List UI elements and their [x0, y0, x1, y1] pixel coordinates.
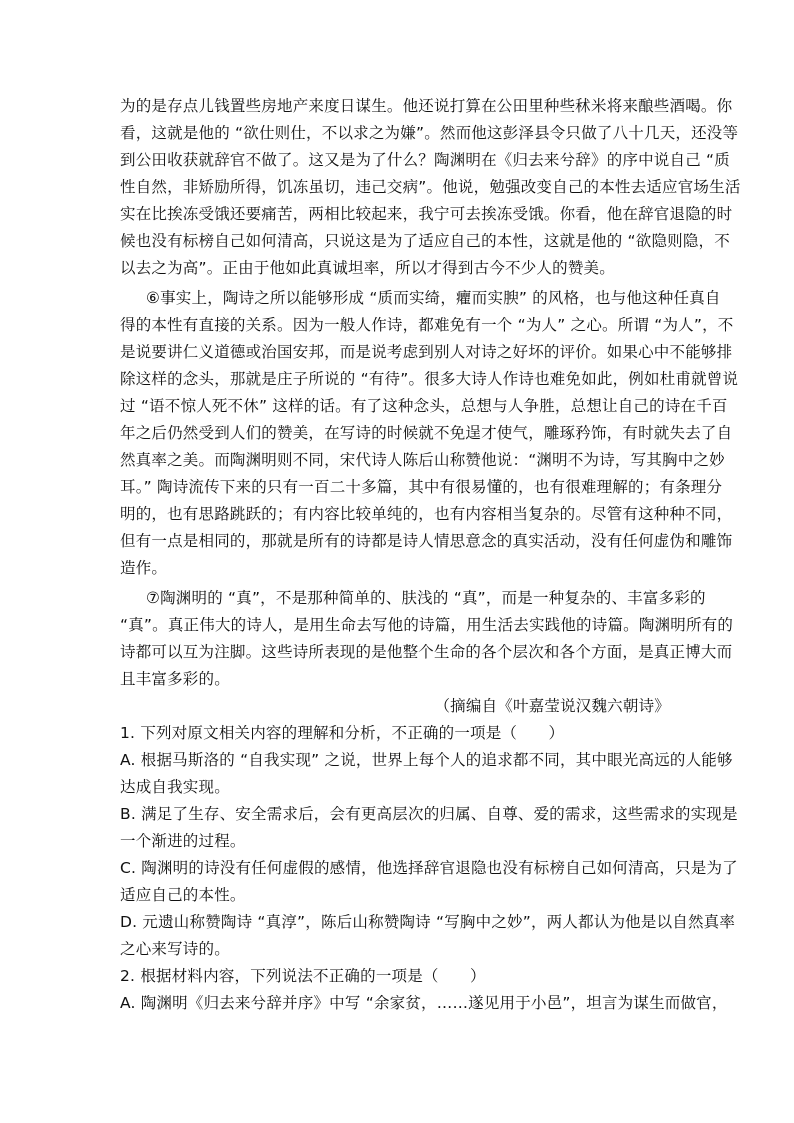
paragraph-5-line: 到公田收获就辞官不做了。这又是为了什么？陶渊明在《归去来兮辞》的序中说自己 “质	[120, 151, 730, 169]
paragraph-6-line: 但有一点是相同的，那就是所有的诗都是诗人情思意念的真实活动，没有任何虚伪和雕饰	[120, 532, 733, 550]
question-1-option-c: 适应自己的本性。	[120, 886, 246, 904]
paragraph-5-line: 候也没有标榜自己如何清高，只说这是为了适应自己的本性，这就是他的 “欲隐则隐，不	[120, 232, 730, 250]
paragraph-6-line: 造作。	[120, 559, 168, 577]
question-1-option-c: C. 陶渊明的诗没有任何虚假的感情，他选择辞官退隐也没有标榜自己如何清高，只是为了	[120, 859, 738, 877]
paragraph-5-line: 看，这就是他的 “欲仕则仕，不以求之为嫌”。然而他这彭泽县令只做了八十几天，还没等	[120, 124, 739, 142]
paragraph-6-line: 过 “语不惊人死不休” 这样的话。有了这种念头，总想与人争胜，总想让自己的诗在千百	[120, 397, 728, 415]
question-2-stem: 2. 根据材料内容，下列说法不正确的一项是（ ）	[120, 967, 486, 985]
paragraph-6-line: 年之后仍然受到人们的赞美，在写诗的时候就不免逞才使气，雕琢矜饰，有时就失去了自	[120, 424, 733, 442]
paragraph-7-line: “真”。真正伟大的诗人，是用生命去写他的诗篇，用生活去实践他的诗篇。陶渊明所有的	[120, 616, 734, 634]
paragraph-6-line: 耳。” 陶诗流传下来的只有一百二十多篇，其中有很易懂的，也有很难理解的；有条理分	[120, 478, 723, 496]
question-1-option-a: A. 根据马斯洛的 “自我实现” 之说，世界上每个人的追求都不同，其中眼光高远的人能够	[120, 751, 733, 769]
paragraph-7-line: 诗都可以互为注脚。这些诗所表现的是他整个生命的各个层次和各个方面，是真正博大而	[120, 643, 733, 661]
question-1-stem: 1. 下列对原文相关内容的理解和分析，不正确的一项是（ ）	[120, 724, 565, 742]
paragraph-6-line: 除这样的念头，那就是庄子所说的 “有待”。很多大诗人作诗也难免如此，例如杜甫就曾说	[120, 370, 739, 388]
question-1-option-d: D. 元遗山称赞陶诗 “真淳”，陈后山称赞陶诗 “写胸中之妙”，两人都认为他是以自然真率	[120, 913, 736, 931]
paragraph-6-line: 是说要讲仁义道德或治国安邦，而是说考虑到别人对诗之好坏的评价。如果心中不能够排	[120, 343, 733, 361]
paragraph-5-line: 为的是存点儿钱置些房地产来度日谋生。他还说打算在公田里种些秫米将来酿些酒喝。你	[120, 97, 733, 115]
paragraph-5-line: 性自然，非矫励所得，饥冻虽切，违己交病”。他说，勉强改变自己的本性去适应官场生活	[120, 178, 741, 196]
paragraph-6-line: ⑥事实上，陶诗之所以能够形成 “质而实绮，癯而实腴” 的风格，也与他这种任真自	[146, 289, 721, 307]
question-2-option-a: A. 陶渊明《归去来兮辞并序》中写 “余家贫，……遂见用于小邑”，坦言为谋生而做官，	[120, 994, 728, 1012]
paragraph-6-line: 明的，也有思路跳跃的；有内容比较单纯的，也有内容相当复杂的。尽管有这种种不同，	[120, 505, 733, 523]
source-citation: （摘编自《叶嘉莹说汉魏六朝诗》	[434, 697, 670, 715]
question-1-option-b: B. 满足了生存、安全需求后，会有更高层次的归属、自尊、爱的需求，这些需求的实现是	[120, 805, 738, 823]
question-1-option-b: 一个渐进的过程。	[120, 832, 246, 850]
paragraph-6-line: 然真率之美。而陶渊明则不同，宋代诗人陈后山称赞他说：“渊明不为诗，写其胸中之妙	[120, 451, 725, 469]
paragraph-7-line: ⑦陶渊明的 “真”，不是那种简单的、肤浅的 “真”，而是一种复杂的、丰富多彩的	[146, 589, 706, 607]
question-1-option-d: 之心来写诗的。	[120, 940, 230, 958]
paragraph-7-line: 且丰富多彩的。	[120, 670, 230, 688]
question-1-option-a: 达成自我实现。	[120, 778, 230, 796]
paragraph-5-line: 以去之为高”。正由于他如此真诚坦率，所以才得到古今不少人的赞美。	[120, 259, 615, 277]
paragraph-6-line: 得的本性有直接的关系。因为一般人作诗，都难免有一个 “为人” 之心。所谓 “为人”，不	[120, 316, 734, 334]
paragraph-5-line: 实在比挨冻受饿还要痛苦，两相比较起来，我宁可去挨冻受饿。你看，他在辞官退隐的时	[120, 205, 733, 223]
